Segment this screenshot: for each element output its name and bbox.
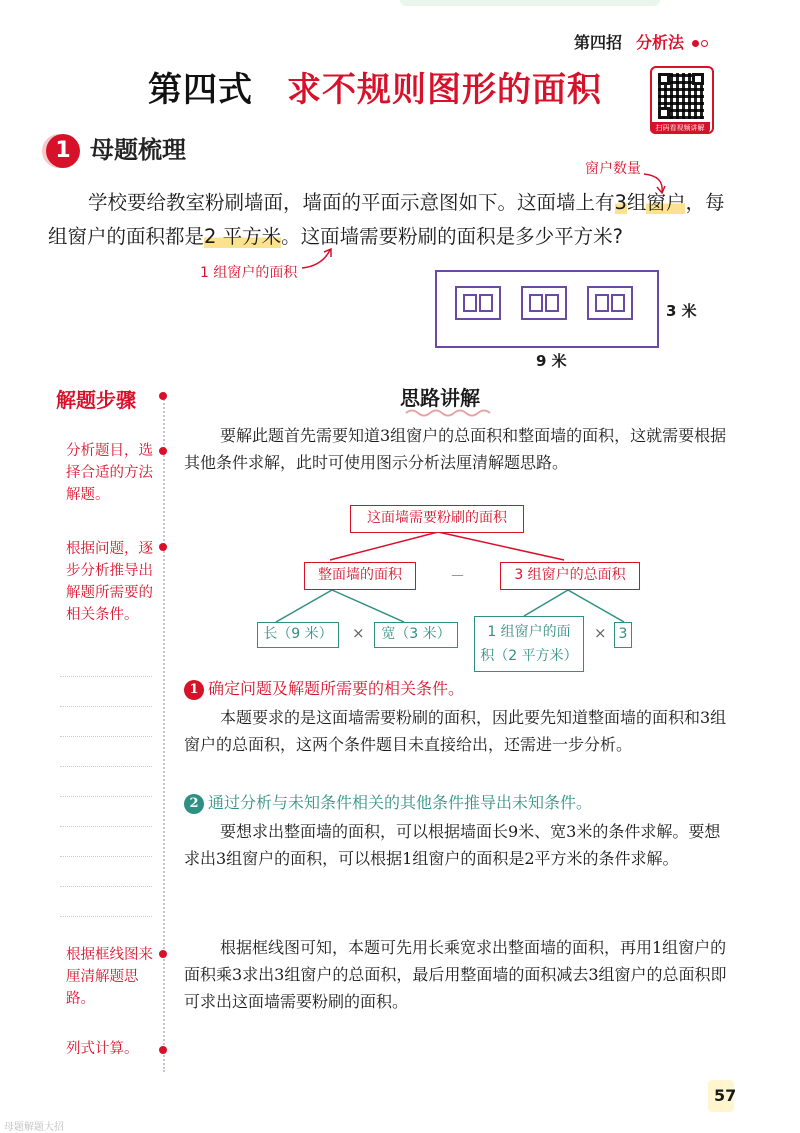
note-rule — [60, 826, 152, 827]
chapter-tag — [574, 30, 708, 53]
thinking-title: 思路讲解 — [400, 386, 480, 410]
tree-root: 这面墙需要粉刷的面积 — [350, 505, 524, 533]
window-pane — [463, 294, 477, 312]
number-badge: 2 — [184, 794, 204, 814]
window-pane — [611, 294, 625, 312]
tree-windows-area: 3 组窗户的总面积 — [500, 562, 640, 590]
steps-title: 解题步骤 — [56, 388, 136, 412]
tree-one-window-line2: 积（2 平方米） — [480, 648, 578, 664]
chapter-method: 分析法 — [635, 33, 684, 52]
qr-corner-icon — [692, 73, 704, 85]
timeline-dot — [159, 950, 167, 958]
conclusion — [184, 934, 730, 1015]
qr-code[interactable] — [650, 66, 714, 134]
tree-length: 长（9 米） — [257, 622, 339, 648]
point-1-heading — [184, 676, 464, 700]
tree-wall-area: 整面墙的面积 — [304, 562, 416, 590]
step-3: 根据框线图来厘清解题思路。 — [66, 947, 153, 1007]
page-title — [148, 62, 602, 111]
step-4: 列式计算。 — [66, 1041, 139, 1057]
window-pane — [545, 294, 559, 312]
section-title: 母题梳理 — [90, 136, 186, 164]
page-number: 57 — [714, 1086, 737, 1105]
point-1-text: 本题要求的是这面墙需要粉刷的面积，因此要先知道整面墙的面积和3组窗户的总面积，这两个条件题目未直接给出，还需进一步分析。 — [184, 708, 727, 754]
problem-text — [48, 186, 728, 254]
note-rule — [60, 766, 152, 767]
chapter-label: 第四招 — [573, 33, 622, 52]
wall-height-label: 3 米 — [666, 302, 697, 320]
minus-sign: － — [450, 567, 466, 585]
point-1-title: 确定问题及解题所需要的相关条件。 — [208, 679, 465, 698]
window-pane — [529, 294, 543, 312]
window-count: 3 — [614, 191, 627, 214]
window-area: 2 平方米 — [204, 225, 282, 248]
point-1-body — [184, 704, 730, 758]
note-rule — [60, 886, 152, 887]
arrow-icon — [300, 246, 336, 270]
wall-diagram — [435, 270, 659, 348]
note-rule — [60, 676, 152, 677]
title-lesson: 第四式 — [148, 70, 253, 110]
section-number: 1 — [46, 134, 80, 168]
step-1: 分析题目，选择合适的方法解题。 — [66, 443, 153, 503]
point-2-heading — [184, 790, 592, 814]
note-rule — [60, 706, 152, 707]
window-shape — [455, 286, 501, 320]
problem-seg2: 组 — [626, 191, 647, 214]
qr-corner-icon — [658, 107, 670, 119]
note-rule — [60, 916, 152, 917]
timeline-dot — [159, 447, 167, 455]
point-2-text: 要想求出整面墙的面积，可以根据墙面长9米、宽3米的条件求解。要想求出3组窗户的面积，可以根据1组窗户的面积是2平方米的条件求解。 — [184, 822, 721, 868]
timeline-line — [163, 392, 165, 1072]
window-shape — [521, 286, 567, 320]
qr-corner-icon — [658, 73, 670, 85]
times-sign: × — [594, 624, 607, 642]
window-pane — [479, 294, 493, 312]
number-badge: 1 — [184, 680, 204, 700]
footer-text: 母题解题大招 — [4, 1122, 64, 1133]
note-rule — [60, 736, 152, 737]
qr-pattern — [658, 73, 704, 119]
window-shape — [587, 286, 633, 320]
thinking-intro — [184, 422, 730, 476]
timeline-dot — [159, 1046, 167, 1054]
point-2-body — [184, 818, 730, 872]
note-rule — [60, 796, 152, 797]
wave-underline — [404, 408, 494, 418]
ring-icon — [701, 40, 708, 47]
tree-one-window — [474, 616, 584, 672]
step-2: 根据问题，逐步分析推导出解题所需要的相关条件。 — [66, 541, 153, 623]
problem-seg1: 学校要给教室粉刷墙面，墙面的平面示意图如下。这面墙上有 — [88, 191, 615, 214]
thinking-intro-text: 要解此题首先需要知道3组窗户的总面积和整面墙的面积，这就需要根据其他条件求解，此时可使用图示分析法厘清解题思路。 — [184, 426, 727, 472]
timeline-dot — [159, 392, 167, 400]
tree-width: 宽（3 米） — [374, 622, 458, 648]
window-pane — [595, 294, 609, 312]
wall-width-label: 9 米 — [536, 352, 567, 370]
conclusion-text: 根据框线图可知，本题可先用长乘宽求出整面墙的面积，再用1组窗户的面积乘3求出3组窗户的总面积，最后用整面墙的面积减去3组窗户的总面积即可求出这面墙需要粉刷的面积。 — [184, 938, 727, 1011]
annotation-window-area: 1 组窗户的面积 — [200, 265, 298, 281]
qr-label: 扫码看视频讲解 — [650, 122, 710, 134]
annotation-window-count: 窗户数量 — [585, 161, 641, 177]
note-rule — [60, 856, 152, 857]
tree-one-window-line1: 1 组窗户的面 — [487, 624, 571, 640]
point-2-title: 通过分析与未知条件相关的其他条件推导出未知条件。 — [208, 793, 593, 812]
problem-seg5: 。这面墙需要粉刷的面积是多少平方米? — [281, 225, 623, 248]
timeline-dot — [159, 543, 167, 551]
top-decor-strip — [400, 0, 660, 6]
tree-count: 3 — [614, 622, 632, 648]
problem-seg4: ，每组窗户的面积都是 — [48, 191, 725, 248]
dot-icon — [692, 40, 699, 47]
window-word: 窗户 — [646, 191, 686, 214]
title-topic: 求不规则图形的面积 — [287, 70, 602, 110]
times-sign: × — [352, 624, 365, 642]
